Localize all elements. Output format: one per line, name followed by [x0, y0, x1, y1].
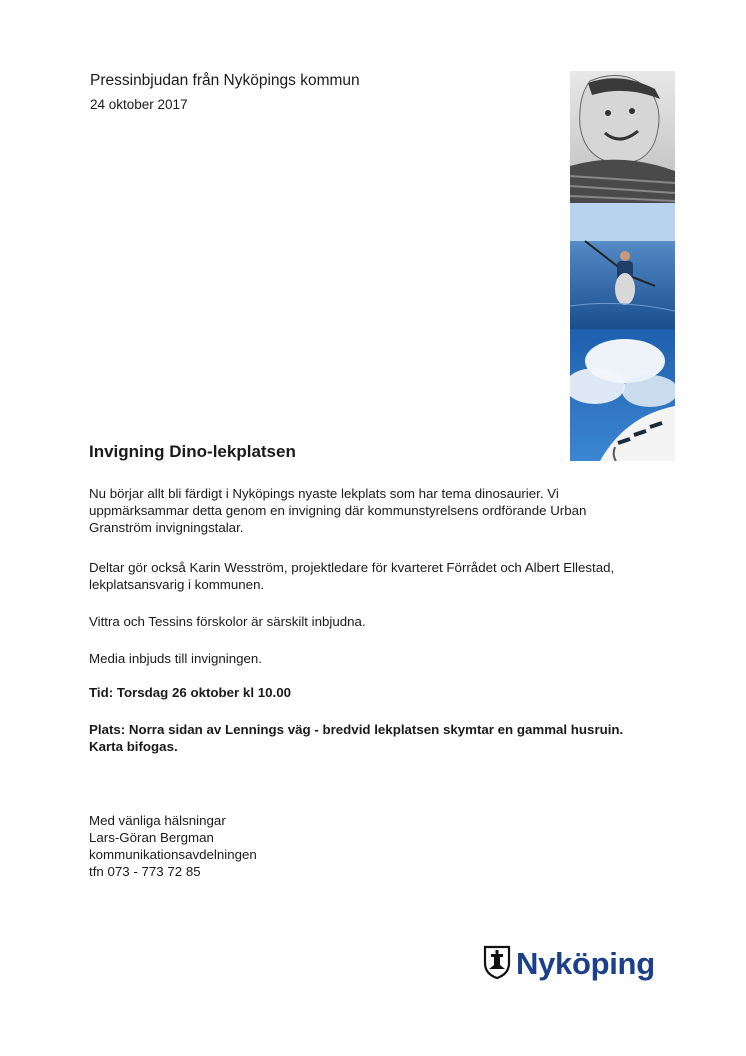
sky-airplane-photo — [570, 329, 675, 461]
photo-strip — [570, 71, 675, 461]
nykoping-logo — [482, 944, 655, 984]
event-place: Plats: Norra sidan av Lennings väg - bredvid lekplatsen skymtar en gammal husruin. Karta bifogas. — [89, 722, 624, 754]
signature-phone: tfn 073 - 773 72 85 — [89, 864, 201, 879]
paragraph-participants: Deltar gör också Karin Wesström, projektledare för kvarteret Förrådet och Albert Ellestad, lekplatsansvarig i kommunen. — [89, 560, 615, 592]
signature-name: Lars-Göran Bergman — [89, 830, 214, 845]
header-title: Pressinbjudan från Nyköpings kommun — [90, 72, 360, 89]
paragraph-invited: Vittra och Tessins förskolor är särskilt inbjudna. — [89, 614, 366, 629]
signature-greeting: Med vänliga hälsningar — [89, 813, 226, 828]
kayak-photo — [570, 203, 675, 329]
event-time: Tid: Torsdag 26 oktober kl 10.00 — [89, 685, 291, 700]
child-photo — [570, 71, 675, 203]
signature-block — [89, 812, 257, 880]
signature-department: kommunikationsavdelningen — [89, 847, 257, 862]
logo-text: Nyköping — [516, 946, 655, 981]
nykoping-crest-icon — [482, 945, 512, 984]
paragraph-media: Media inbjuds till invigningen. — [89, 651, 262, 666]
paragraph-intro: Nu börjar allt bli färdigt i Nyköpings nyaste lekplats som har tema dinosaurier. Vi uppmärksammar detta genom en invigning där kommunstyrelsens ordförande Urban Granström invigningstalar. — [89, 486, 587, 535]
page-title: Invigning Dino-lekplatsen — [89, 442, 296, 461]
header-date: 24 oktober 2017 — [90, 97, 188, 112]
